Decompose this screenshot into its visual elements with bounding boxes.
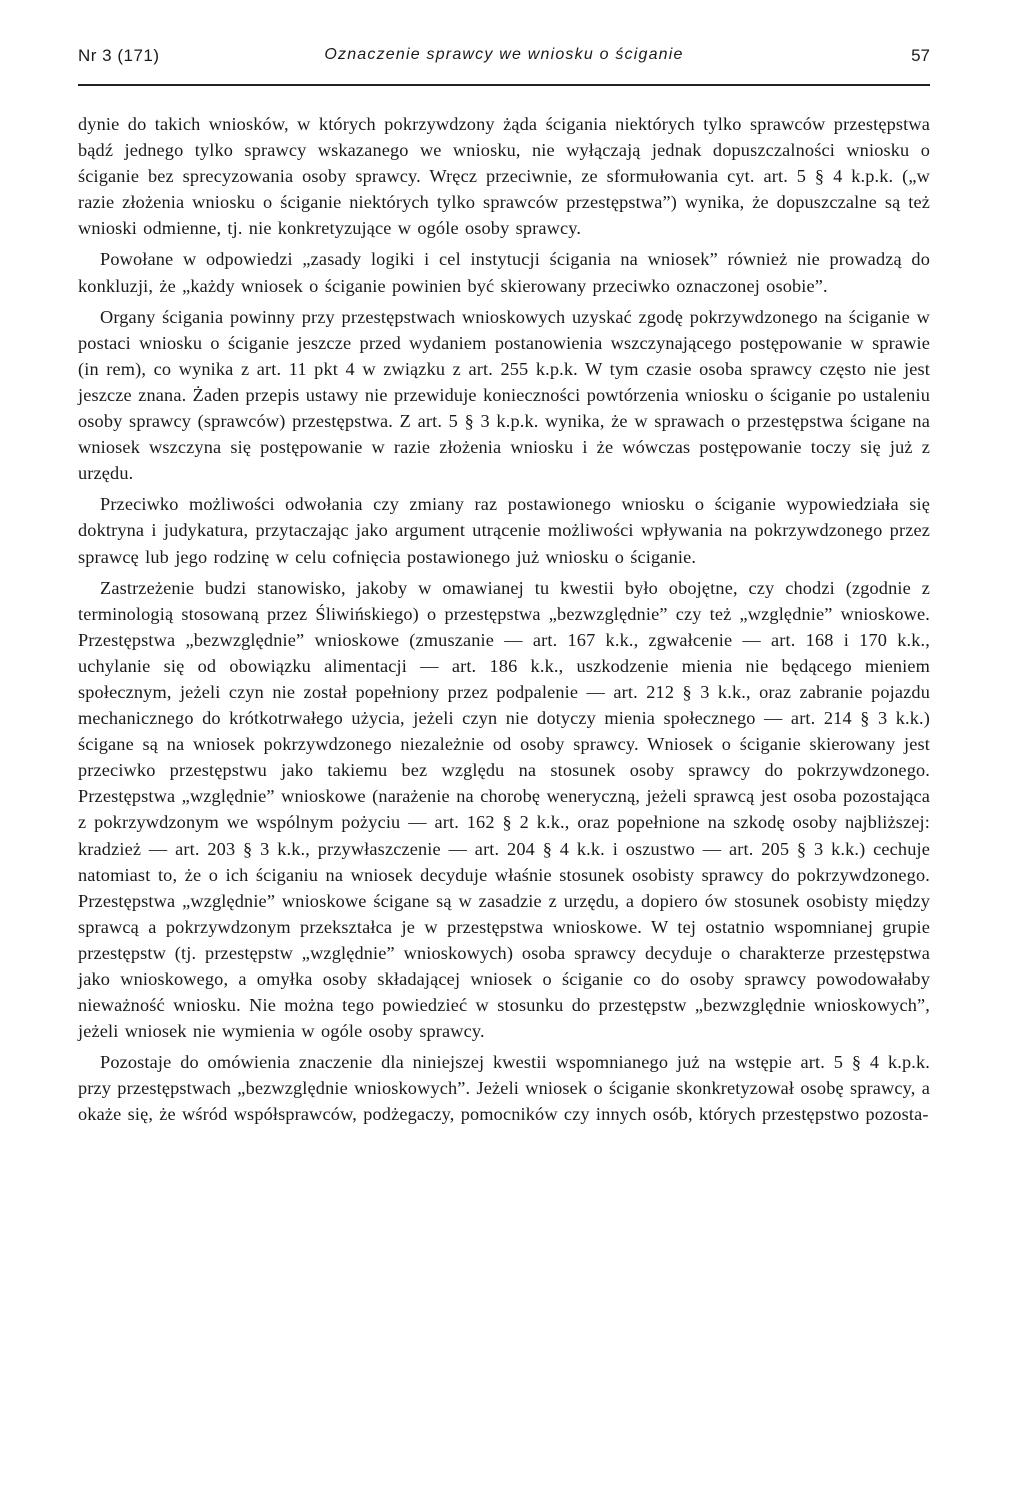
page-number: 57 <box>911 46 930 65</box>
paragraph-continuation: dynie do takich wniosków, w których pokrzywdzony żąda ścigania niektórych tylko sprawców przestępstwa bądź jednego tylko sprawcy wskazanego we wniosku, nie wyłączają jednak dopuszczalności wniosku o ściganie bez sprecyzowania osoby sprawcy. Wręcz przeciwnie, ze sformułowania cyt. art. 5 § 4 k.p.k. („w razie złożenia wniosku o ściganie niektórych tylko sprawców przestępstwa”) wynika, że dopuszczalne są też wnioski odmienne, tj. nie konkretyzujące w ogóle osoby sprawcy. <box>78 114 930 239</box>
running-header <box>78 44 930 86</box>
article-body <box>78 111 930 1128</box>
running-title: Oznaczenie sprawcy we wniosku o ściganie <box>324 46 684 63</box>
paragraph: Przeciwko możliwości odwołania czy zmiany raz postawionego wniosku o ściganie wypowiedziała się doktryna i judykatura, przytaczając jako argument utrącenie możliwości wpływania na pokrzywdzonego przez sprawcę lub jego rodzinę w celu cofnięcia postawionego już wniosku o ściganie. <box>78 494 930 567</box>
paragraph: Pozostaje do omówienia znaczenie dla niniejszej kwestii wspomnianego już na wstępie art. 5 § 4 k.p.k. przy przestępstwach „bezwzględnie wnioskowych”. Jeżeli wniosek o ściganie skonkretyzował osobę sprawcy, a okaże się, że wśród współsprawców, podżegaczy, pomocników czy innych osób, których przestępstwo pozosta- <box>78 1052 930 1125</box>
paragraph: Powołane w odpowiedzi „zasady logiki i cel instytucji ścigania na wniosek” również nie prowadzą do konkluzji, że „każdy wniosek o ściganie powinien być skierowany przeciwko oznaczonej osobie”. <box>78 249 930 296</box>
paragraph: Organy ścigania powinny przy przestępstwach wnioskowych uzyskać zgodę pokrzywdzonego na ściganie w postaci wniosku o ściganie jeszcze przed wydaniem postanowienia wszczynającego postępowanie w sprawie (in rem), co wynika z art. 11 pkt 4 w związku z art. 255 k.p.k. W tym czasie osoba sprawcy często nie jest jeszcze znana. Żaden przepis ustawy nie przewiduje konieczności powtórzenia wniosku o ściganie po ustaleniu osoby sprawcy (sprawców) przestępstwa. Z art. 5 § 3 k.p.k. wynika, że w sprawach o przestępstwa ścigane na wniosek wszczyna się postępowanie w razie złożenia wniosku i że wówczas postępowanie toczy się już z urzędu. <box>78 306 930 484</box>
paragraph: Zastrzeżenie budzi stanowisko, jakoby w omawianej tu kwestii było obojętne, czy chodzi (zgodnie z terminologią stosowaną przez Śliwińskiego) o przestępstwa „bezwzględnie” czy też „względnie” wnioskowe. Przestępstwa „bezwzględnie” wnioskowe (zmuszanie — art. 167 k.k., zgwałcenie — art. 168 i 170 k.k., uchylanie się od obowiązku alimentacji — art. 186 k.k., uszkodzenie mienia nie będącego mieniem społecznym, jeżeli czyn nie został popełniony przez podpalenie — art. 212 § 3 k.k., oraz zabranie pojazdu mechanicznego do krótkotrwałego użycia, jeżeli czyn nie dotyczy mienia społecznego — art. 214 § 3 k.k.) ścigane są na wniosek pokrzywdzonego niezależnie od osoby sprawcy. Wniosek o ściganie skierowany jest przeciwko przestępstwu jako takiemu bez względu na stosunek osoby sprawcy do pokrzywdzonego. Przestępstwa „względnie” wnioskowe (narażenie na chorobę weneryczną, jeżeli sprawcą jest osoba pozostająca z pokrzywdzonym we wspólnym pożyciu — art. 162 § 2 k.k., oraz popełnione na szkodę osoby najbliższej: kradzież — art. 203 § 3 k.k., przywłaszczenie — art. 204 § 4 k.k. i oszustwo — art. 205 § 3 k.k.) cechuje natomiast to, że o ich ściganiu na wniosek decyduje właśnie stosunek osobisty sprawcy do pokrzywdzonego. Przestępstwa „względnie” wnioskowe ścigane są w zasadzie z urzędu, a dopiero ów stosunek osobisty między sprawcą a pokrzywdzonym przekształca je w przestępstwa wnioskowe. W tej ostatnio wspomnianej grupie przestępstw (tj. przestępstw „względnie” wnioskowych) osoba sprawcy decyduje o charakterze przestępstwa jako wnioskowego, a omyłka osoby składającej wniosek o ściganie co do osoby sprawcy powodowałaby nieważność wniosku. Nie można tego powiedzieć w stosunku do przestępstw „bezwzględnie wnioskowych”, jeżeli wniosek nie wymienia w ogóle osoby sprawcy. <box>78 577 930 1042</box>
issue-number: Nr 3 (171) <box>78 46 160 65</box>
